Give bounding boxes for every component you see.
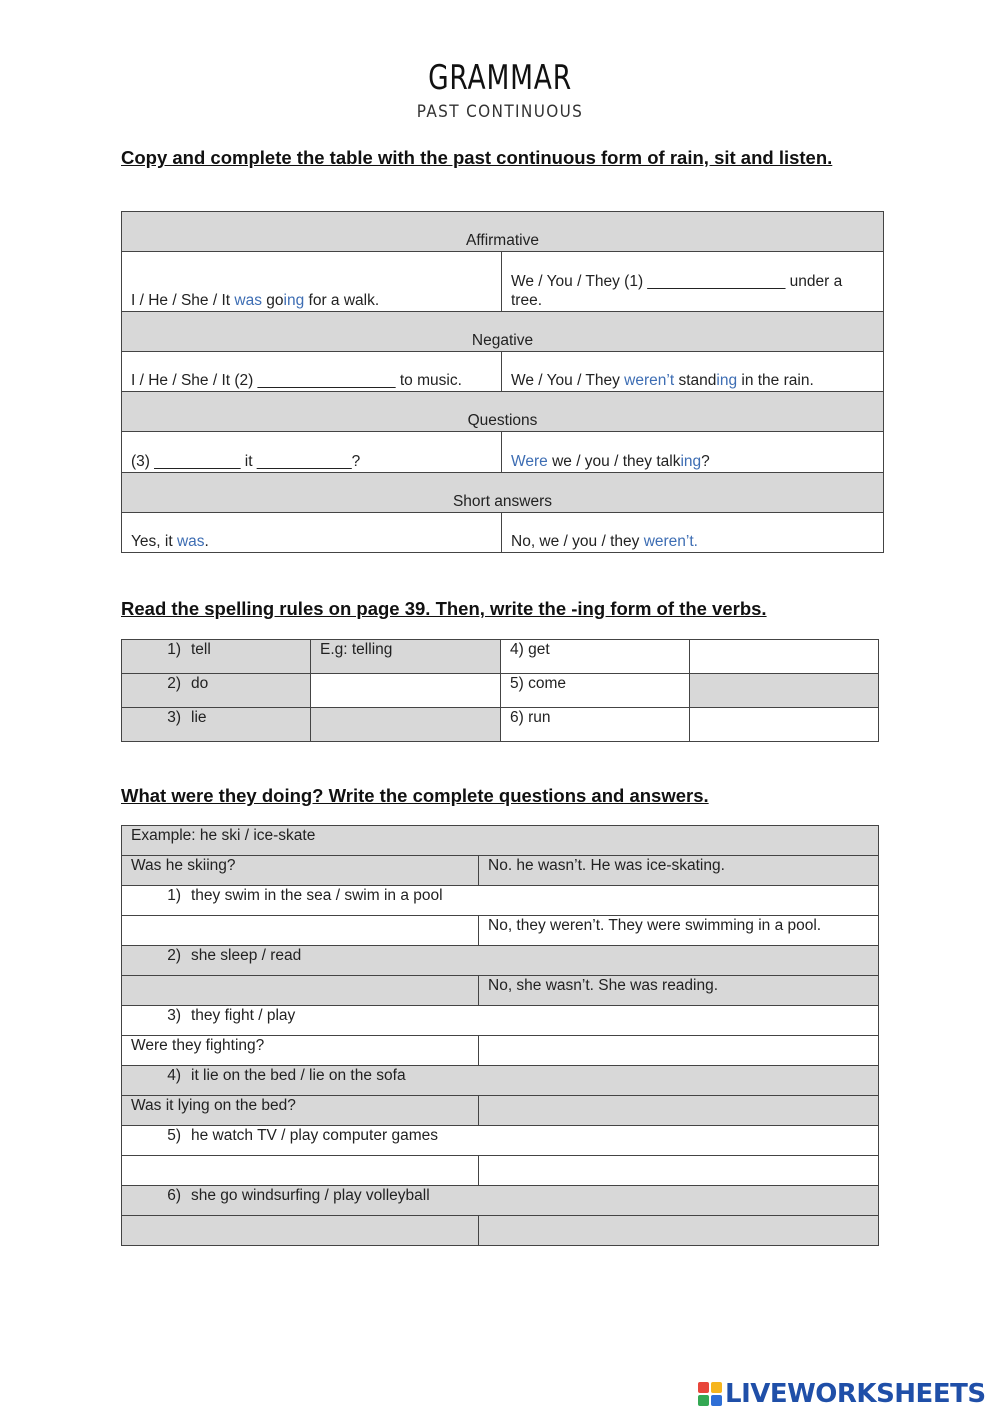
logo-grid-icon <box>698 1382 722 1406</box>
answer-cell-2: No, she wasn’t. She was reading. <box>479 976 879 1006</box>
answer-input-cell[interactable] <box>690 674 879 708</box>
question-input-5[interactable] <box>122 1156 479 1186</box>
example-answer: No. he wasn’t. He was ice-skating. <box>479 856 879 886</box>
answer-input-cell[interactable] <box>690 708 879 742</box>
answer-input-cell[interactable] <box>690 640 879 674</box>
answer-input-6[interactable] <box>479 1216 879 1246</box>
affirmative-right-cell[interactable]: We / You / They (1) ________________ under a tree. <box>502 252 884 312</box>
verb-cell: 3) lie <box>122 708 311 742</box>
verb-cell: 5) come <box>501 674 690 708</box>
logo-text: LIVEWORKSHEETS <box>725 1379 986 1409</box>
past-continuous-table <box>121 211 884 553</box>
affirmative-header: Affirmative <box>122 212 884 252</box>
answer-input-4[interactable] <box>479 1096 879 1126</box>
ing-form-table <box>121 639 879 742</box>
verb-cell: 2) do <box>122 674 311 708</box>
question-input-6[interactable] <box>122 1216 479 1246</box>
ing-row <box>122 674 879 708</box>
negative-header: Negative <box>122 312 884 352</box>
affirmative-left-cell: I / He / She / It was going for a walk. <box>122 252 502 312</box>
section1-heading: Copy and complete the table with the past continuous form of rain, sit and listen. <box>121 147 833 168</box>
answer-input-5[interactable] <box>479 1156 879 1186</box>
questions-answers-table <box>121 825 879 1246</box>
page-subtitle: PAST CONTINUOUS <box>416 102 584 122</box>
page-title: GRAMMAR <box>428 58 572 98</box>
ing-row <box>122 640 879 674</box>
questions-right-cell: Were we / you / they talking? <box>502 432 884 473</box>
prompt-row-4: 4) it lie on the bed / lie on the sofa <box>122 1066 879 1096</box>
question-cell-4: Was it lying on the bed? <box>122 1096 479 1126</box>
verb-cell: 4) get <box>501 640 690 674</box>
verb-cell: 6) run <box>501 708 690 742</box>
answer-cell-1: No, they weren’t. They were swimming in a pool. <box>479 916 879 946</box>
prompt-row-3: 3) they fight / play <box>122 1006 879 1036</box>
short-answer-left-cell: Yes, it was. <box>122 513 502 553</box>
verb-cell: 1) tell <box>122 640 311 674</box>
answer-input-3[interactable] <box>479 1036 879 1066</box>
prompt-row-2: 2) she sleep / read <box>122 946 879 976</box>
prompt-row-1: 1) they swim in the sea / swim in a pool <box>122 886 879 916</box>
answer-input-cell[interactable] <box>311 674 501 708</box>
section2-heading: Read the spelling rules on page 39. Then, write the -ing form of the verbs. <box>121 598 767 619</box>
question-input-1[interactable] <box>122 916 479 946</box>
example-prompt: Example: he ski / ice-skate <box>122 826 879 856</box>
prompt-row-5: 5) he watch TV / play computer games <box>122 1126 879 1156</box>
short-answer-right-cell: No, we / you / they weren’t. <box>502 513 884 553</box>
ing-row <box>122 708 879 742</box>
question-input-2[interactable] <box>122 976 479 1006</box>
prompt-row-6: 6) she go windsurfing / play volleyball <box>122 1186 879 1216</box>
liveworksheets-logo <box>698 1378 986 1410</box>
negative-left-cell[interactable]: I / He / She / It (2) ________________ to music. <box>122 352 502 392</box>
answer-cell: E.g: telling <box>311 640 501 674</box>
question-cell-3: Were they fighting? <box>122 1036 479 1066</box>
example-question: Was he skiing? <box>122 856 479 886</box>
negative-right-cell: We / You / They weren’t standing in the rain. <box>502 352 884 392</box>
short-answers-header: Short answers <box>122 473 884 513</box>
answer-input-cell[interactable] <box>311 708 501 742</box>
questions-header: Questions <box>122 392 884 432</box>
section3-heading: What were they doing? Write the complete questions and answers. <box>121 785 709 806</box>
questions-left-cell[interactable]: (3) __________ it ___________? <box>122 432 502 473</box>
